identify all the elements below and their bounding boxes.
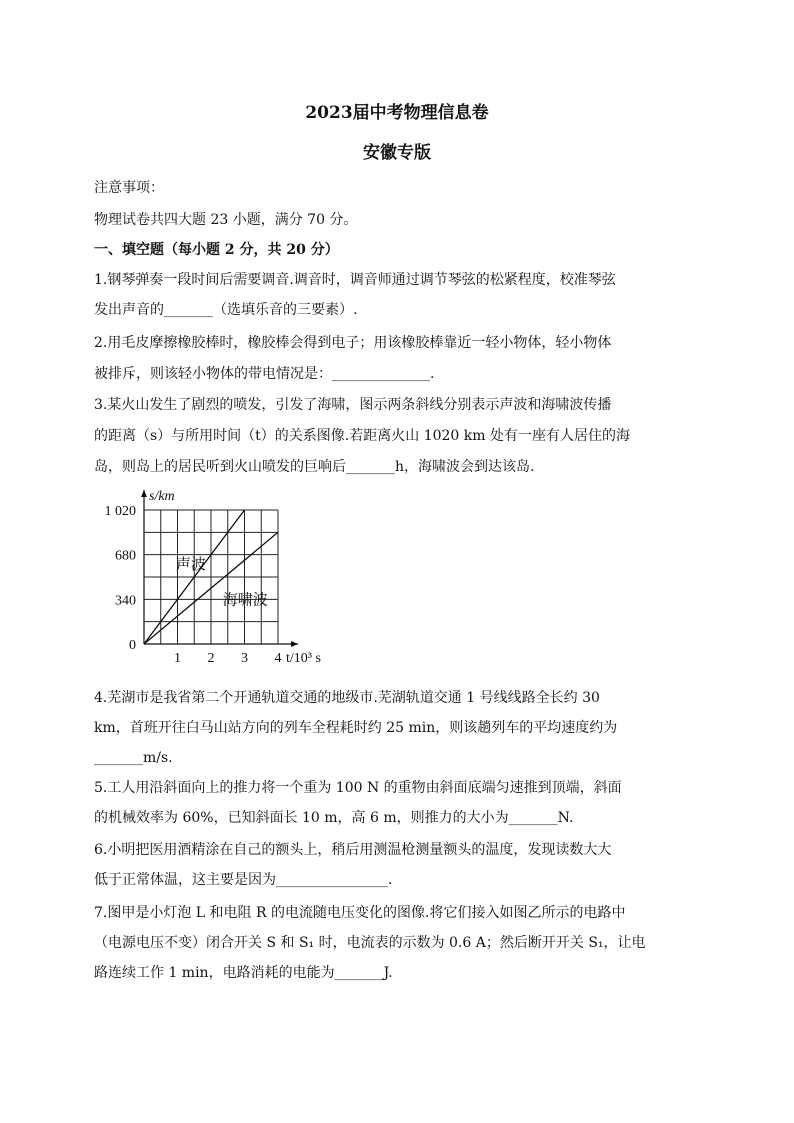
- chart-svg: [94, 490, 354, 670]
- y-tick-label: 0: [129, 638, 136, 653]
- series-label-tsunami: 海啸波: [222, 592, 268, 609]
- page-subtitle: 安徽专版: [363, 143, 431, 163]
- q3-line2: 的距离（s）与所用时间（t）的关系图像.若距离火山 1020 km 处有一座有人居住的海: [94, 428, 630, 444]
- q2-line1: 2.用毛皮摩擦橡胶棒时，橡胶棒会得到电子；用该橡胶棒靠近一轻小物体，轻小物体: [94, 335, 612, 351]
- q1-line2: 发出声音的_______（选填乐音的三要素）.: [94, 302, 358, 318]
- q4-line3: _______m/s.: [94, 750, 173, 766]
- q7-line2: （电源电压不变）闭合开关 S 和 S₁ 时，电流表的示数为 0.6 A；然后断开开关 S₁，让电: [94, 935, 646, 951]
- q4-line1: 4.芜湖市是我省第二个开通轨道交通的地级市.芜湖轨道交通 1 号线线路全长约 30: [94, 690, 600, 706]
- distance-time-chart: [94, 490, 354, 670]
- page-title: 2023届中考物理信息卷: [305, 103, 489, 123]
- q7-line1: 7.图甲是小灯泡 L 和电阻 R 的电流随电压变化的图像.将它们接入如图乙所示的电路中: [94, 905, 626, 921]
- q6-line1: 6.小明把医用酒精涂在自己的额头上，稍后用测温枪测量额头的温度，发现读数大大: [94, 842, 612, 858]
- section-heading: 一、填空题（每小题 2 分，共 20 分）: [94, 242, 339, 258]
- q4-line2: km，首班开往白马山站方向的列车全程耗时约 25 min，则该趟列车的平均速度约为: [94, 720, 618, 736]
- x-tick-label: 1: [174, 651, 181, 666]
- chart-labels: [105, 490, 321, 666]
- q6-line2: 低于正常体温，这主要是因为________________.: [94, 872, 393, 888]
- notice-text: 物理试卷共四大题 23 小题，满分 70 分。: [94, 212, 358, 228]
- notice-heading: 注意事项：: [94, 180, 164, 196]
- y-tick-label: 1 020: [104, 504, 136, 519]
- x-tick-label: 2: [207, 651, 215, 666]
- q7-line3: 路连续工作 1 min，电路消耗的电能为_______J.: [94, 965, 393, 981]
- q1-line1: 1.钢琴弹奏一段时间后需要调音.调音时，调音师通过调节琴弦的松紧程度，校准琴弦: [94, 272, 616, 288]
- y-axis-arrow: [141, 490, 147, 497]
- y-tick-label: 680: [115, 548, 136, 564]
- x-axis-title: t/10³ s: [286, 651, 321, 666]
- q5-line2: 的机械效率为 60%，已知斜面长 10 m，高 6 m，则推力的大小为_______N.: [94, 810, 574, 826]
- series-label-sound: 声波: [175, 557, 206, 574]
- y-tick-label: 340: [115, 593, 136, 609]
- q3-line3: 岛，则岛上的居民听到火山喷发的巨响后_______h，海啸波会到达该岛.: [94, 459, 535, 475]
- x-tick-label: 4: [274, 651, 282, 666]
- q3-line1: 3.某火山发生了剧烈的喷发，引发了海啸，图示两条斜线分别表示声波和海啸波传播: [94, 397, 612, 413]
- x-tick-label: 3: [241, 651, 248, 666]
- x-axis-arrow: [291, 641, 298, 647]
- q2-line2: 被排斥，则该轻小物体的带电情况是：______________.: [94, 366, 435, 382]
- chart-grid: [144, 510, 278, 644]
- q5-line1: 5.工人用沿斜面向上的推力将一个重为 100 N 的重物由斜面底端匀速推到顶端，斜面: [94, 780, 622, 796]
- chart-axes: [141, 490, 298, 647]
- y-axis-title: s/km: [149, 490, 175, 504]
